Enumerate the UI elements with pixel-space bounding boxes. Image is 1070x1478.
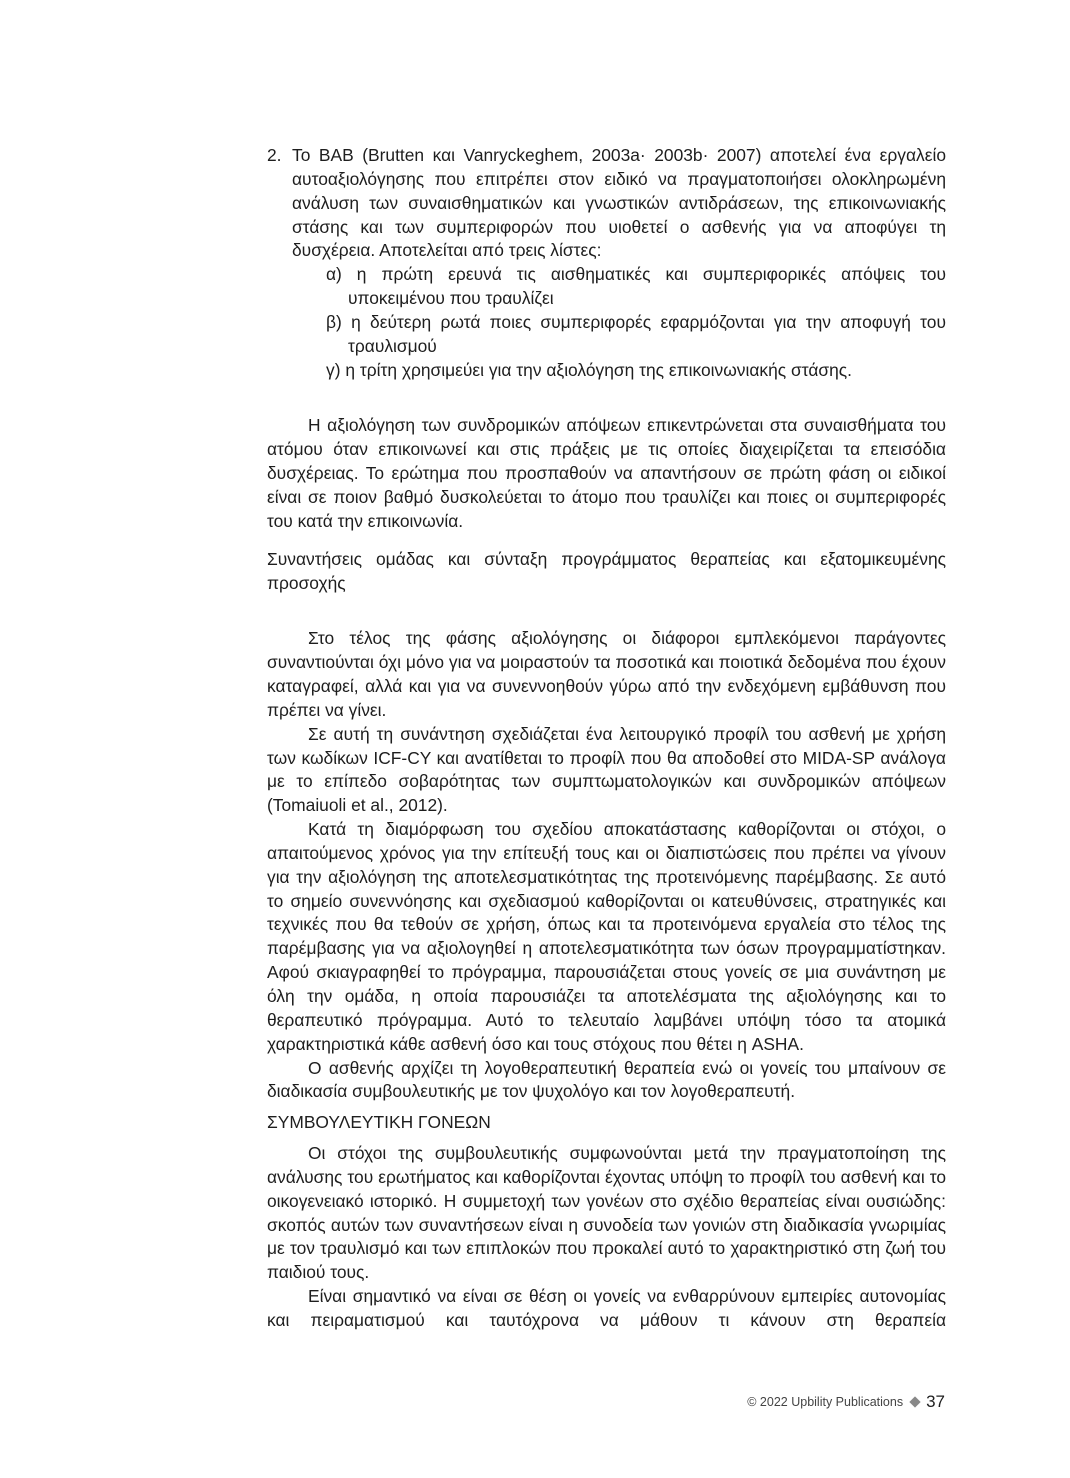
list-number: 2.	[267, 145, 282, 165]
paragraph: Στο τέλος της φάσης αξιολόγησης οι διάφοροι εμπλεκόμενοι παράγοντες συναντιούνται όχι μόνο για να μοιραστούν τα ποσοτικά και ποιοτικά δεδομένα που έχουν καταγραφεί, αλλά και για να συνεννοηθούν γύρω από την ενδεχόμενη εμβάθυνση που πρέπει να γίνει.	[267, 628, 946, 720]
paragraph: Οι στόχοι της συμβουλευτικής συμφωνούνται μετά την πραγματοποίηση της ανάλυσης του ερωτήματος και καθορίζονται έχοντας υπόψη το προφίλ του ασθενή και το οικογενειακό ιστορικό. Η συμμετοχή των γονέων στο σχέδιο θεραπείας είναι ουσιώδης: σκοπός αυτών των συναντήσεων είναι η συνοδεία των γονιών στη διαδικασία γνωριμίας με τον τραυλισμό και των επιπλοκών που προκαλεί αυτό το χαρακτηριστικό στη ζωή του παιδιού τους.	[267, 1143, 946, 1283]
page-number: 37	[926, 1392, 945, 1411]
paragraph: Κατά τη διαμόρφωση του σχεδίου αποκατάστασης καθορίζονται οι στόχοι, ο απαιτούμενος χρόνος για την επίτευξή τους και οι διαπιστώσεις που πρέπει να γίνουν για την αξιολόγηση της αποτελεσματικότητας της προτεινόμενης παρέμβασης. Σε αυτό το σημείο συνεννόησης και σχεδιασμού καθορίζονται οι κατευθύνσεις, στρατηγικές και τεχνικές που θα τεθούν σε χρήση, όπως και τα προτεινόμενα εργαλεία στο τέλος της παρέμβασης για να αξιολογηθεί η αποτελεσματικότητα των όσων προγραμματίστηκαν. Αφού σκιαγραφηθεί το πρόγραμμα, παρουσιάζεται στους γονείς σε μια συνάντηση με όλη την ομάδα, η οποία παρουσιάζει τα αποτελέσματα της αξιολόγησης και το θεραπευτικό πρόγραμμα. Αυτό το τελευταίο λαμβάνει υπόψη τόσο τα ατομικά χαρακτηριστικά κάθε ασθενή όσο και τους στόχους που θέτει η ASHA.	[267, 819, 946, 1054]
paragraph: Σε αυτή τη συνάντηση σχεδιάζεται ένα λειτουργικό προφίλ του ασθενή με χρήση των κωδίκων ICF-CY και ανατίθεται το προφίλ που θα αποδοθεί στο MIDA-SP ανάλογα με το επίπεδο σοβαρότητας των συμπτωματολογικών και συνδρομικών απόψεων (Tomaiuoli et al., 2012).	[267, 723, 946, 816]
numbered-list-item	[267, 144, 946, 263]
sub-list-item: γ) η τρίτη χρησιμεύει για την αξιολόγηση της επικοινωνιακής στάσης.	[326, 359, 852, 380]
paragraph: Ο ασθενής αρχίζει τη λογοθεραπευτική θεραπεία ενώ οι γονείς του μπαίνουν σε διαδικασία συμβουλευτικής με τον ψυχολόγο και τον λογοθεραπευτή.	[267, 1057, 946, 1102]
page-footer	[747, 1392, 945, 1412]
diamond-separator-icon	[909, 1396, 920, 1407]
paragraph: Η αξιολόγηση των συνδρομικών απόψεων επικεντρώνεται στα συναισθήματα του ατόμου όταν επικοινωνεί και στις πράξεις με τις οποίες διαχειρίζεται τα επεισόδια δυσχέρειας. Το ερώτημα που προσπαθούν να απαντήσουν σε πρώτη φάση οι ειδικοί είναι σε ποιον βαθμό δυσκολεύεται το άτομο που τραυλίζει και ποιες οι συμπεριφορές του κατά την επικοινωνία.	[267, 415, 946, 531]
list-item-text: Το BAB (Brutten και Vanryckeghem, 2003a· 2003b· 2007) αποτελεί ένα εργαλείο αυτοαξιολόγησης που επιτρέπει στον ειδικό να πραγματοποιήσει ολοκληρωμένη ανάλυση των συναισθηματικών και γνωστικών αντιδράσεων, της επικοινωνιακής στάσης και των συμπεριφορών που υιοθετεί ο ασθενής για να αποφύγει τη δυσχέρεια. Αποτελείται από τρεις λίστες:	[292, 145, 946, 261]
section-heading: Συναντήσεις ομάδας και σύνταξη προγράμματος θεραπείας και εξατομικευμένης προσοχής	[267, 548, 946, 593]
copyright-text: © 2022 Upbility Publications	[747, 1395, 904, 1409]
sub-list-item: α) η πρώτη ερευνά τις αισθηματικές και συμπεριφορικές απόψεις του υποκειμένου που τραυλίζει	[326, 264, 946, 309]
paragraph: Είναι σημαντικό να είναι σε θέση οι γονείς να ενθαρρύνουν εμπειρίες αυτονομίας και πειραματισμού και ταυτόχρονα να μάθουν τι κάνουν στη θεραπεία	[267, 1286, 946, 1330]
sub-list	[326, 263, 946, 382]
sub-list-item: β) η δεύτερη ρωτά ποιες συμπεριφορές εφαρμόζονται για την αποφυγή του τραυλισμού	[326, 311, 946, 356]
page-body	[267, 144, 946, 1333]
section-heading: ΣΥΜΒΟΥΛΕΥΤΙΚΗ ΓΟΝΕΩΝ	[267, 1112, 491, 1133]
